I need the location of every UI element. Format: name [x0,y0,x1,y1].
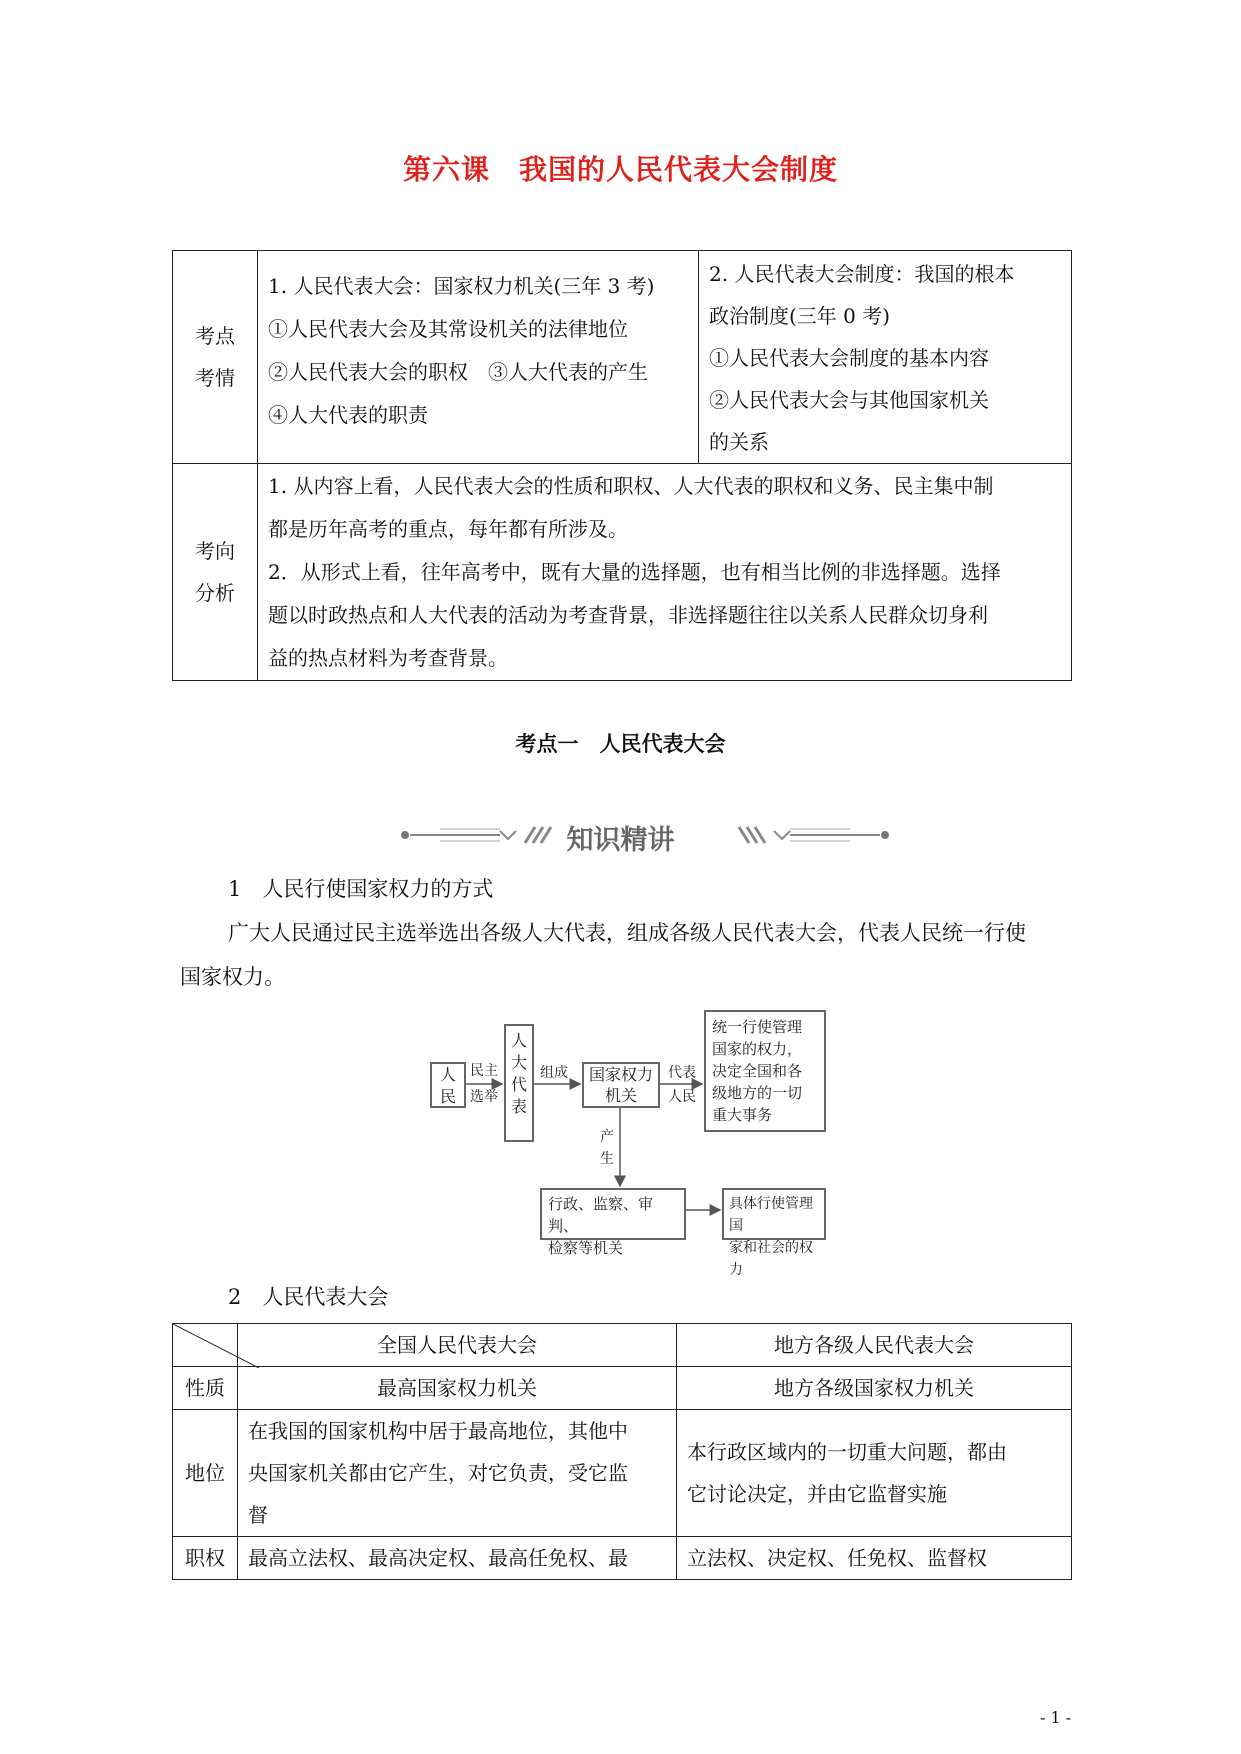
heading-2: 2 人民代表大会 [228,1285,389,1309]
box-text: 行政、监察、审判、 [548,1195,654,1235]
table-row [173,1537,1072,1580]
column-header: 全国人民代表大会 [238,1324,677,1367]
table-cell: 地方各级国家权力机关 [677,1367,1072,1410]
exam-points-left [258,251,699,464]
box-text: 重大事务 [712,1106,773,1124]
exercise-box [722,1188,826,1278]
table-row [173,1367,1072,1410]
box-text: 具体行使管理国 [729,1196,813,1234]
box-text: 代 [510,1075,527,1094]
label-text: 选举 [470,1089,498,1105]
paragraph-line: 广大人民通过民主选举选出各级人大代表，组成各级人民代表大会，代表人民统一行使 [228,921,1026,945]
table-cell [677,1410,1072,1537]
label-text: 民主 [470,1063,498,1079]
table-row [173,464,1072,681]
text-line: ④人大代表的职责 [268,403,428,427]
heading-1: 1 人民行使国家权力的方式 [228,877,494,901]
npc-table [172,1323,1072,1580]
label-text: 代表 [668,1065,696,1081]
flow-diagram [430,1010,830,1278]
table-row [173,251,1072,464]
column-header: 地方各级人民代表大会 [677,1324,1072,1367]
cell-line: 督 [248,1503,268,1527]
cell-line: 它讨论决定，并由它监督实施 [687,1482,947,1506]
cell-line: 本行政区域内的一切重大问题，都由 [687,1440,1007,1464]
box-text: 级地方的一切 [712,1084,803,1102]
text-line: ①人民代表大会制度的基本内容 [709,346,989,370]
row-label: 性质 [173,1367,238,1410]
table-row [173,1410,1072,1537]
text-line: 的关系 [709,430,769,454]
text-line: 益的热点材料为考查背景。 [268,645,508,670]
box-text: 国家的权力， [712,1040,803,1058]
text-line: 2．从形式上看，往年高考中，既有大量的选择题，也有相当比例的非选择题。选择 [268,559,1001,584]
row-label: 地位 [173,1410,238,1537]
deputies-box [504,1024,534,1142]
box-text: 人 [510,1031,527,1050]
label-text: 产 [600,1129,614,1145]
overview-table [172,250,1072,681]
label-text: 人民 [668,1089,696,1105]
box-text: 表 [510,1097,527,1116]
box-text: 家和社会的权力 [729,1240,813,1278]
text-line: 2. 人民代表大会制度：我国的根本 [709,262,1015,286]
box-text: 统一行使管理 [712,1018,803,1036]
text-line: ②人民代表大会的职权 ③人大代表的产生 [268,360,648,384]
label-text: 生 [600,1151,614,1167]
cell-line: 央国家机关都由它产生，对它负责，受它监 [248,1461,628,1485]
box-text: 大 [510,1053,527,1072]
elect-label [470,1062,498,1106]
box-text: 人 [439,1065,456,1084]
label-line: 分析 [195,581,235,605]
box-text: 检察等机关 [548,1239,624,1257]
represent-label [668,1064,696,1106]
label-line: 考情 [195,366,235,390]
banner-title: 知识精讲 [566,825,675,856]
text-line: ①人民代表大会及其常设机关的法律地位 [268,317,628,341]
cell-line: 在我国的国家机构中居于最高地位，其他中 [248,1419,628,1443]
section-title: 考点一 人民代表大会 [515,731,726,756]
row-label-exam-points [173,251,258,464]
people-box [430,1062,466,1108]
text-line: 都是历年高考的重点，每年都有所涉及。 [268,516,628,541]
organ-box [582,1062,660,1108]
row-label: 职权 [173,1537,238,1580]
text-line: 1. 人民代表大会：国家权力机关(三年 3 考) [268,274,655,298]
exam-points-right [699,251,1072,464]
text-line: 题以时政热点和人大代表的活动为考查背景，非选择题往往以关系人民群众切身利 [268,602,988,627]
table-cell: 立法权、决定权、任免权、监督权 [677,1537,1072,1580]
box-text: 民 [439,1087,456,1106]
box-text: 机关 [604,1086,637,1105]
paragraph-line: 国家权力。 [180,965,285,989]
text-line: ②人民代表大会与其他国家机关 [709,388,989,412]
box-text: 决定全国和各 [712,1062,803,1080]
table-cell [238,1410,677,1537]
text-line: 1. 从内容上看，人民代表大会的性质和职权、人大代表的职权和义务、民主集中制 [268,473,994,498]
table-cell: 最高国家权力机关 [238,1367,677,1410]
table-cell: 最高立法权、最高决定权、最高任免权、最 [238,1537,677,1580]
label-line: 考向 [195,539,235,563]
diagonal-header-cell [173,1324,238,1367]
row-label-analysis [173,464,258,681]
result-box [704,1010,826,1132]
form-label: 组成 [540,1065,568,1081]
label-line: 考点 [195,324,235,348]
page-number: - 1 - [1040,1708,1072,1727]
agencies-box [540,1188,686,1257]
page-title: 第六课 我国的人民代表大会制度 [402,153,838,186]
produce-label [600,1128,614,1168]
analysis-text [258,464,1072,681]
table-header-row [173,1324,1072,1367]
box-text: 国家权力 [588,1065,653,1084]
text-line: 政治制度(三年 0 考) [709,304,891,328]
diagonal-line [173,1324,259,1368]
